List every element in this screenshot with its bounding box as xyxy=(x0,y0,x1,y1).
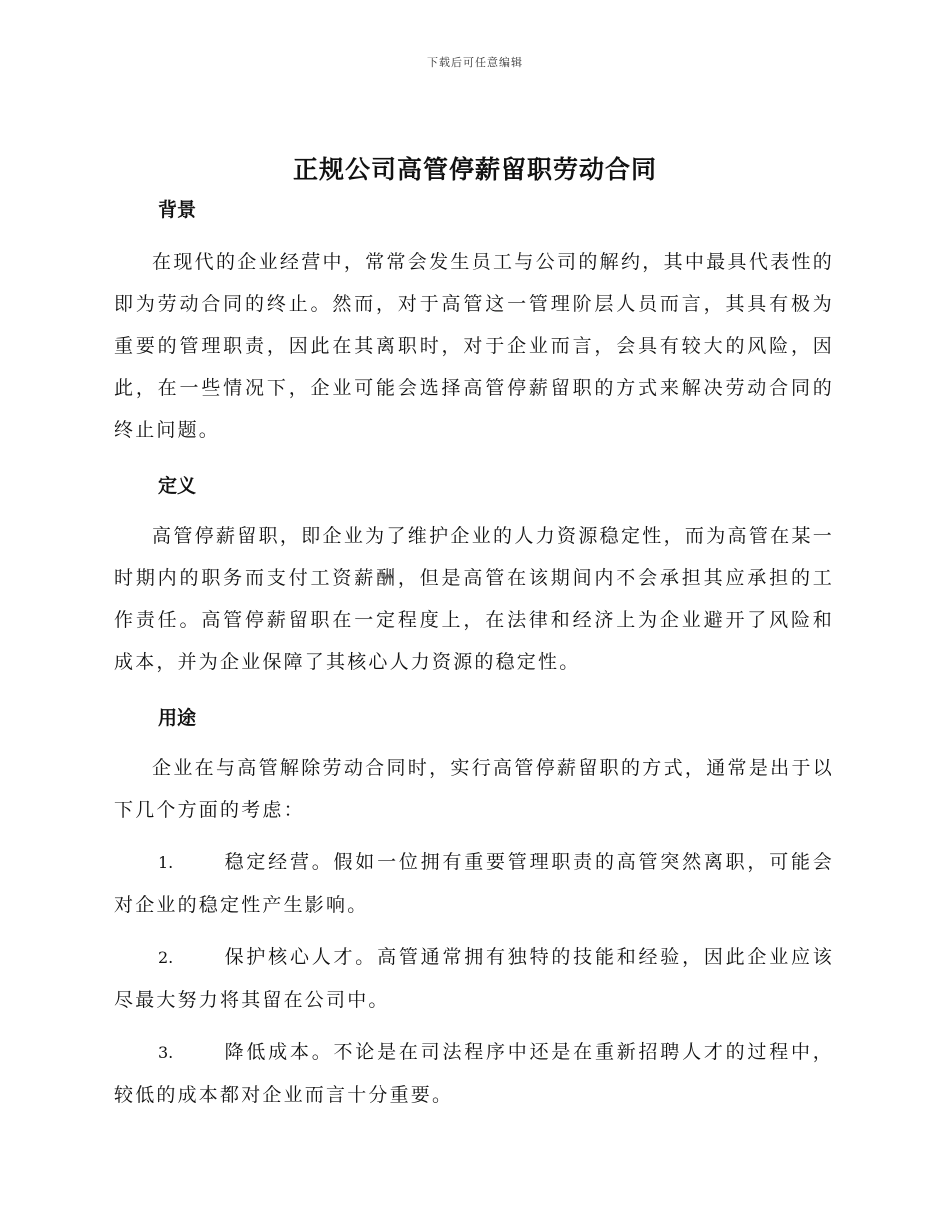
section-heading-usage: 用途 xyxy=(158,707,197,729)
header-note: 下载后可任意编辑 xyxy=(427,56,523,69)
background-paragraph: 在现代的企业经营中，常常会发生员工与公司的解约，其中最具代表性的即为劳动合同的终止。然而，对于高管这一管理阶层人员而言，其具有极为重要的管理职责，因此在其离职时，对于企业而言，会具有较大的风险，因此，在一些情况下，企业可能会选择高管停薪留职的方式来解决劳动合同的终止问题。 xyxy=(114,251,834,441)
list-item-text: 稳定经营。假如一位拥有重要管理职责的高管突然离职，可能会对企业的稳定性产生影响。 xyxy=(114,851,834,916)
section-heading-definition: 定义 xyxy=(158,475,197,497)
usage-intro-paragraph: 企业在与高管解除劳动合同时，实行高管停薪留职的方式，通常是出于以下几个方面的考虑： xyxy=(114,757,834,821)
document-body xyxy=(114,193,834,1116)
list-item-number: 2. xyxy=(158,948,174,967)
list-item-text: 降低成本。不论是在司法程序中还是在重新招聘人才的过程中，较低的成本都对企业而言十分重要。 xyxy=(114,1041,834,1106)
list-item-text: 保护核心人才。高管通常拥有独特的技能和经验，因此企业应该尽最大努力将其留在公司中。 xyxy=(114,946,834,1011)
list-item xyxy=(114,841,834,926)
usage-list xyxy=(114,841,834,1116)
list-item xyxy=(114,1031,834,1116)
list-item xyxy=(114,936,834,1021)
list-item-number: 1. xyxy=(158,853,174,872)
document-title: 正规公司高管停薪留职劳动合同 xyxy=(292,155,657,184)
section-heading-background: 背景 xyxy=(158,199,197,221)
list-item-number: 3. xyxy=(158,1043,174,1062)
definition-paragraph: 高管停薪留职，即企业为了维护企业的人力资源稳定性，而为高管在某一时期内的职务而支付工资薪酬，但是高管在该期间内不会承担其应承担的工作责任。高管停薪留职在一定程度上，在法律和经济上为企业避开了风险和成本，并为企业保障了其核心人力资源的稳定性。 xyxy=(114,525,834,673)
